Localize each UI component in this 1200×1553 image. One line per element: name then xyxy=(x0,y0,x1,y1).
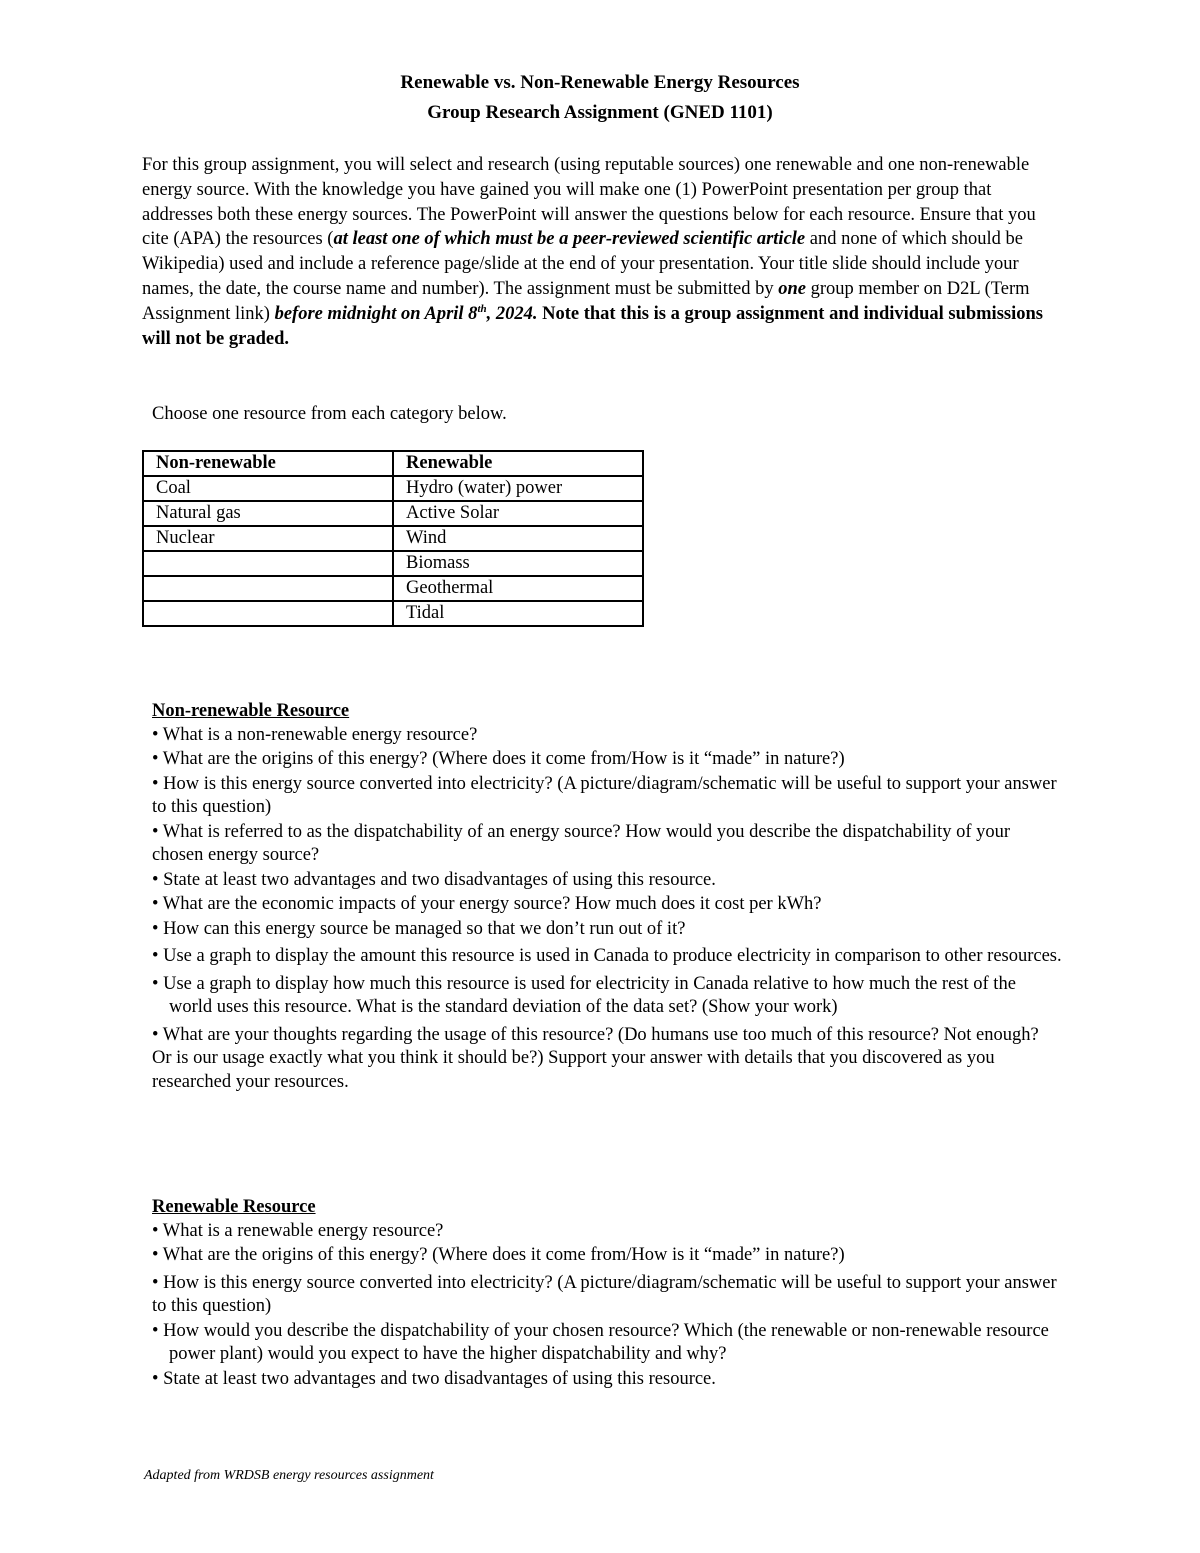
document-title: Renewable vs. Non-Renewable Energy Resources xyxy=(400,72,800,93)
renewable-section xyxy=(152,1196,1062,1391)
table-cell: Coal xyxy=(143,476,393,501)
table-row xyxy=(143,601,643,626)
table-row xyxy=(143,551,643,576)
question-item: • How can this energy source be managed so that we don’t run out of it? xyxy=(152,918,686,939)
non-renewable-section xyxy=(152,700,1062,1094)
table-row xyxy=(143,501,643,526)
question-item: • What is referred to as the dispatchability of an energy source? How would you describe the dispatchability of your chosen energy source? xyxy=(152,821,1011,865)
footer-note: Adapted from WRDSB energy resources assignment xyxy=(144,1468,434,1483)
intro-deadline: before midnight on April 8 xyxy=(274,303,478,324)
table-cell: Geothermal xyxy=(393,576,643,601)
table-cell xyxy=(143,551,393,576)
table-row xyxy=(143,576,643,601)
question-item: • What are the economic impacts of your energy source? How much does it cost per kWh? xyxy=(152,894,822,914)
table-cell: Hydro (water) power xyxy=(393,476,643,501)
question-item: • State at least two advantages and two disadvantages of using this resource. xyxy=(152,869,716,890)
intro-deadline-sup: th xyxy=(477,302,487,315)
resource-table xyxy=(142,450,644,627)
table-header-row xyxy=(143,451,643,476)
intro-deadline-year: , 2024. xyxy=(486,303,538,324)
question-item: • How is this energy source converted into electricity? (A picture/diagram/schematic will be useful to support your answer to this question) xyxy=(152,773,1057,817)
question-item: • What are your thoughts regarding the usage of this resource? (Do humans use too much of this resource? Not enough? Or is our usage exactly what you think it should be?) Support your answer with details that you discovered as you researched your resources. xyxy=(152,1024,1039,1092)
table-cell: Nuclear xyxy=(143,526,393,551)
table-cell: Natural gas xyxy=(143,501,393,526)
question-item: • What is a non-renewable energy resource? xyxy=(152,724,478,745)
choose-instruction: Choose one resource from each category below. xyxy=(152,404,507,424)
question-item: • What are the origins of this energy? (Where does it come from/How is it “made” in nature?) xyxy=(152,749,845,769)
intro-text-2: and none of which should be Wikipedia) used and include a reference page/slide at the end of your presentation. Your title slide should include your names, the date, the course name and number). The assignment must be submitted by xyxy=(142,229,1023,299)
intro-group-note: Note that this is a group assignment and individual submissions will not be graded. xyxy=(142,303,1043,349)
table-cell: Biomass xyxy=(393,551,643,576)
table-header-renewable: Renewable xyxy=(393,451,643,476)
document-subtitle: Group Research Assignment (GNED 1101) xyxy=(427,102,773,123)
question-item: • Use a graph to display the amount this resource is used in Canada to produce electricity in comparison to other resources. xyxy=(152,946,1062,966)
question-item: • What are the origins of this energy? (Where does it come from/How is it “made” in nature?) xyxy=(152,1245,845,1265)
question-item: • How would you describe the dispatchability of your chosen resource? Which (the renewable or non-renewable resource power plant) would you expect to have the higher dispatchability and why? xyxy=(152,1320,1049,1364)
table-cell: Tidal xyxy=(393,601,643,626)
renewable-heading: Renewable Resource xyxy=(152,1197,316,1217)
intro-text-3: group member on D2L (Term Assignment link) xyxy=(142,278,1030,324)
table-row xyxy=(143,526,643,551)
intro-emphasis-peer-reviewed: at least one of which must be a peer-reviewed scientific article xyxy=(333,229,806,250)
intro-paragraph xyxy=(142,153,1062,351)
question-item: • State at least two advantages and two disadvantages of using this resource. xyxy=(152,1368,716,1389)
table-row xyxy=(143,476,643,501)
question-item: • How is this energy source converted into electricity? (A picture/diagram/schematic will be useful to support your answer to this question) xyxy=(152,1272,1057,1316)
table-cell xyxy=(143,601,393,626)
intro-emphasis-one: one xyxy=(778,278,806,299)
table-cell: Wind xyxy=(393,526,643,551)
non-renewable-heading: Non-renewable Resource xyxy=(152,701,350,721)
table-cell: Active Solar xyxy=(393,501,643,526)
table-cell xyxy=(143,576,393,601)
intro-text-1: For this group assignment, you will select and research (using reputable sources) one renewable and one non-renewable energy source. With the knowledge you have gained you will make one (1) PowerPoint presentation per group that addresses both these energy sources. The PowerPoint will answer the questions below for each resource. Ensure that you cite (APA) the resources ( xyxy=(142,155,1036,250)
table-header-nonrenewable: Non-renewable xyxy=(143,451,393,476)
question-item: • What is a renewable energy resource? xyxy=(152,1220,444,1241)
question-item: • Use a graph to display how much this resource is used for electricity in Canada relative to how much the rest of the world uses this resource. What is the standard deviation of the data set? (Show your work) xyxy=(152,973,1016,1017)
